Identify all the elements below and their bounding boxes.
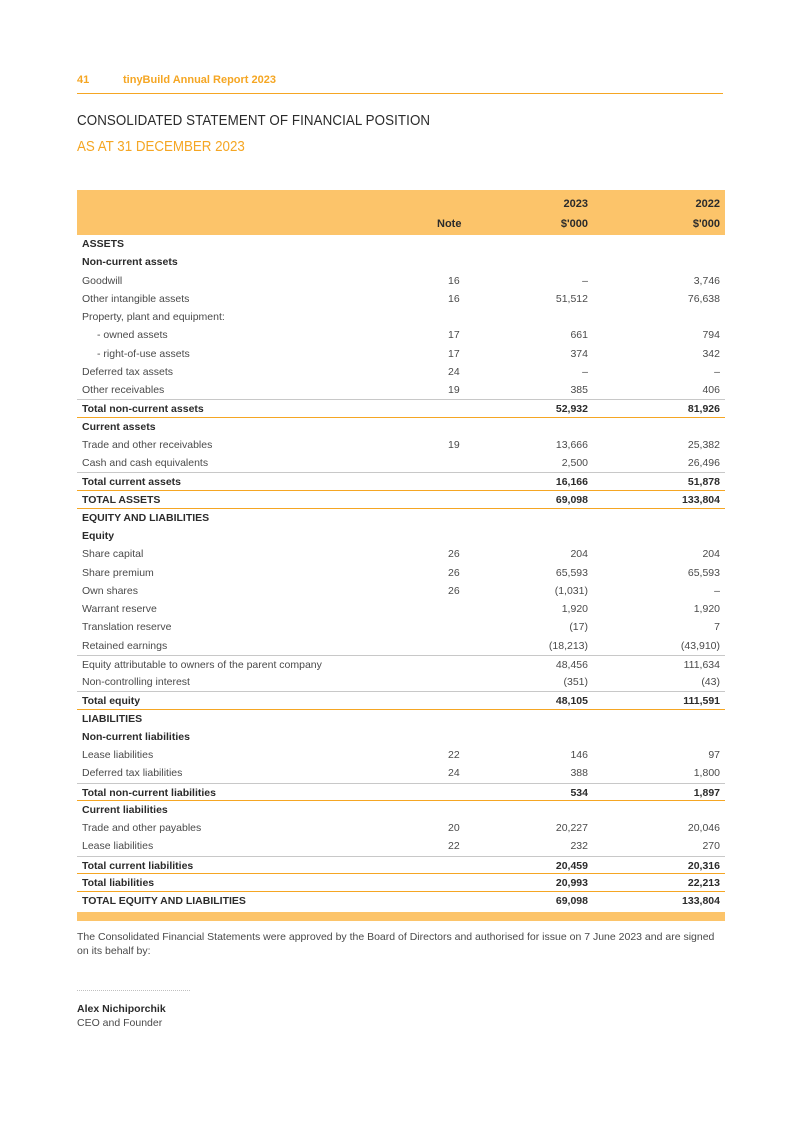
row-value-2023: 69,098 xyxy=(555,895,588,907)
table-row xyxy=(77,253,725,271)
table-row xyxy=(77,454,725,472)
table-row xyxy=(77,326,725,344)
row-value-2023: 65,593 xyxy=(555,566,588,579)
table-row xyxy=(77,509,725,527)
row-note: 17 xyxy=(448,329,460,342)
row-label: Warrant reserve xyxy=(82,603,157,615)
row-value-2022: 406 xyxy=(702,384,720,396)
row-value-2023: – xyxy=(582,365,588,378)
row-value-2023: 661 xyxy=(570,329,588,342)
table-row xyxy=(77,381,725,399)
row-value-2022: 133,804 xyxy=(682,493,720,506)
row-label: TOTAL ASSETS xyxy=(82,493,161,506)
row-value-2023: 232 xyxy=(570,840,588,853)
row-label: Total non-current assets xyxy=(82,403,204,416)
table-row xyxy=(77,436,725,454)
table-row xyxy=(77,746,725,764)
row-value-2023: 48,456 xyxy=(555,658,588,671)
row-value-2022: 22,213 xyxy=(687,876,720,889)
row-label: Total non-current liabilities xyxy=(82,786,216,799)
signature-line xyxy=(77,990,190,991)
column-year-2023: 2023 xyxy=(563,198,588,210)
row-value-2023: (351) xyxy=(563,676,588,688)
table-row xyxy=(77,637,725,655)
page-number: 41 xyxy=(77,74,90,86)
row-note: 16 xyxy=(448,292,460,305)
row-value-2023: 204 xyxy=(570,548,588,561)
row-value-2023: (1,031) xyxy=(554,584,588,597)
page-title: CONSOLIDATED STATEMENT OF FINANCIAL POSITION xyxy=(77,113,431,129)
row-value-2023: 385 xyxy=(570,384,588,396)
row-value-2022: 51,878 xyxy=(687,476,720,489)
row-value-2022: (43) xyxy=(701,676,720,688)
row-value-2023: 20,227 xyxy=(555,822,588,834)
approval-footnote: The Consolidated Financial Statements were approved by the Board of Directors and authorised for issue on 7 June 2023 and are signed on its behalf by: xyxy=(77,931,715,957)
row-value-2022: 1,800 xyxy=(693,767,720,780)
table-row xyxy=(77,363,725,381)
table-footer-bar xyxy=(77,912,725,921)
table-row xyxy=(77,308,725,326)
table-row xyxy=(77,728,725,746)
row-label: Non-current liabilities xyxy=(82,730,190,743)
table-row xyxy=(77,892,725,910)
row-value-2023: (17) xyxy=(569,621,588,634)
row-value-2022: 204 xyxy=(702,548,720,561)
row-value-2022: 111,634 xyxy=(683,658,720,671)
row-label: Current liabilities xyxy=(82,803,168,816)
table-row xyxy=(77,527,725,545)
row-value-2022: 20,046 xyxy=(687,822,720,834)
column-note: Note xyxy=(437,218,462,230)
table-row xyxy=(77,801,725,819)
column-unit-2023: $'000 xyxy=(560,218,588,230)
row-value-2022: – xyxy=(714,365,720,378)
table-row xyxy=(77,655,725,673)
table-row xyxy=(77,235,725,253)
row-label: Equity xyxy=(82,530,115,542)
row-value-2023: 52,932 xyxy=(555,403,588,416)
row-value-2023: 2,500 xyxy=(561,457,588,469)
row-value-2022: (43,910) xyxy=(680,639,720,652)
table-row xyxy=(77,691,725,709)
row-value-2023: – xyxy=(582,274,588,287)
row-label: ASSETS xyxy=(82,238,125,250)
table-row xyxy=(77,856,725,874)
row-value-2023: 388 xyxy=(570,767,588,780)
row-value-2023: 1,920 xyxy=(561,603,588,615)
row-value-2022: 7 xyxy=(714,621,720,634)
row-value-2022: 97 xyxy=(708,749,720,761)
table-row xyxy=(77,472,725,490)
row-label: Equity attributable to owners of the parent company xyxy=(82,658,322,671)
table-body xyxy=(77,235,725,910)
row-label: Retained earnings xyxy=(82,639,168,652)
table-row xyxy=(77,272,725,290)
row-label: Share premium xyxy=(82,566,154,579)
report-title: tinyBuild Annual Report 2023 xyxy=(123,74,277,86)
row-note: 20 xyxy=(448,822,460,834)
column-unit-2022: $'000 xyxy=(692,218,720,230)
table-row xyxy=(77,345,725,363)
row-label: Non-current assets xyxy=(82,256,178,269)
row-value-2022: 1,897 xyxy=(693,786,720,799)
row-value-2022: 26,496 xyxy=(687,457,720,469)
row-label: Cash and cash equivalents xyxy=(82,457,209,469)
row-label: TOTAL EQUITY AND LIABILITIES xyxy=(82,895,246,907)
row-label: - right-of-use assets xyxy=(97,347,190,360)
table-row xyxy=(77,710,725,728)
row-label: Lease liabilities xyxy=(82,749,154,761)
row-value-2022: 342 xyxy=(702,347,720,360)
row-label: Own shares xyxy=(82,584,139,597)
row-value-2023: 374 xyxy=(570,347,588,360)
row-note: 24 xyxy=(448,365,460,378)
row-value-2022: 3,746 xyxy=(693,274,720,287)
row-label: Total liabilities xyxy=(82,876,155,889)
row-value-2023: (18,213) xyxy=(548,639,588,652)
row-label: EQUITY AND LIABILITIES xyxy=(82,511,210,524)
row-note: 26 xyxy=(448,566,460,579)
table-row xyxy=(77,819,725,837)
row-value-2023: 16,166 xyxy=(555,476,588,489)
row-value-2022: 133,804 xyxy=(682,895,720,907)
row-note: 26 xyxy=(448,584,460,597)
row-label: Non-controlling interest xyxy=(82,676,190,688)
row-note: 17 xyxy=(448,347,460,360)
row-value-2022: 76,638 xyxy=(687,292,720,305)
table-row xyxy=(77,837,725,855)
table-row xyxy=(77,618,725,636)
row-value-2023: 146 xyxy=(570,749,588,761)
row-label: Deferred tax liabilities xyxy=(82,767,183,780)
row-label: Goodwill xyxy=(82,274,123,287)
table-row xyxy=(77,399,725,417)
financial-position-table xyxy=(77,190,725,921)
row-note: 16 xyxy=(448,274,460,287)
row-label: Trade and other payables xyxy=(82,822,202,834)
table-header xyxy=(77,190,725,235)
table-row xyxy=(77,764,725,782)
row-label: Deferred tax assets xyxy=(82,365,174,378)
row-note: 19 xyxy=(448,384,460,396)
row-note: 22 xyxy=(448,749,460,761)
row-label: Translation reserve xyxy=(82,621,172,634)
row-value-2022: 1,920 xyxy=(693,603,720,615)
row-value-2022: 25,382 xyxy=(687,438,720,451)
row-value-2023: 51,512 xyxy=(555,292,588,305)
table-row xyxy=(77,673,725,691)
table-row xyxy=(77,418,725,436)
column-year-2022: 2022 xyxy=(695,198,720,210)
page-header xyxy=(77,74,723,94)
row-value-2023: 48,105 xyxy=(555,695,588,708)
row-note: 22 xyxy=(448,840,460,853)
row-label: - owned assets xyxy=(97,329,168,342)
row-note: 19 xyxy=(448,438,460,451)
row-value-2022: 81,926 xyxy=(687,403,720,416)
table-row xyxy=(77,564,725,582)
row-label: Property, plant and equipment: xyxy=(82,311,225,323)
row-value-2022: 111,591 xyxy=(683,695,720,708)
row-value-2022: 270 xyxy=(702,840,720,853)
row-label: Lease liabilities xyxy=(82,840,154,853)
table-row xyxy=(77,290,725,308)
row-label: Trade and other receivables xyxy=(82,438,213,451)
row-value-2023: 20,459 xyxy=(555,859,588,872)
table-row xyxy=(77,491,725,509)
row-label: Other intangible assets xyxy=(82,292,190,305)
row-value-2023: 13,666 xyxy=(555,438,588,451)
row-note: 24 xyxy=(448,767,460,780)
row-label: Total equity xyxy=(82,695,141,708)
row-value-2022: 794 xyxy=(702,329,720,342)
row-label: Share capital xyxy=(82,548,144,561)
table-row xyxy=(77,874,725,892)
row-value-2022: 65,593 xyxy=(687,566,720,579)
row-value-2023: 69,098 xyxy=(555,493,588,506)
row-label: Other receivables xyxy=(82,384,165,396)
table-row xyxy=(77,545,725,563)
page-subtitle: AS AT 31 DECEMBER 2023 xyxy=(77,139,245,155)
signatory-name: Alex Nichiporchik xyxy=(77,1003,166,1015)
row-label: Total current liabilities xyxy=(82,859,194,872)
table-row xyxy=(77,783,725,801)
row-value-2023: 20,993 xyxy=(555,876,588,889)
row-value-2023: 534 xyxy=(570,786,588,799)
signatory-role: CEO and Founder xyxy=(77,1017,163,1029)
row-label: Current assets xyxy=(82,420,156,433)
table-row xyxy=(77,582,725,600)
row-label: LIABILITIES xyxy=(82,712,143,725)
table-row xyxy=(77,600,725,618)
row-value-2022: 20,316 xyxy=(687,859,720,872)
row-note: 26 xyxy=(448,548,460,561)
row-label: Total current assets xyxy=(82,476,182,489)
row-value-2022: – xyxy=(714,584,720,597)
